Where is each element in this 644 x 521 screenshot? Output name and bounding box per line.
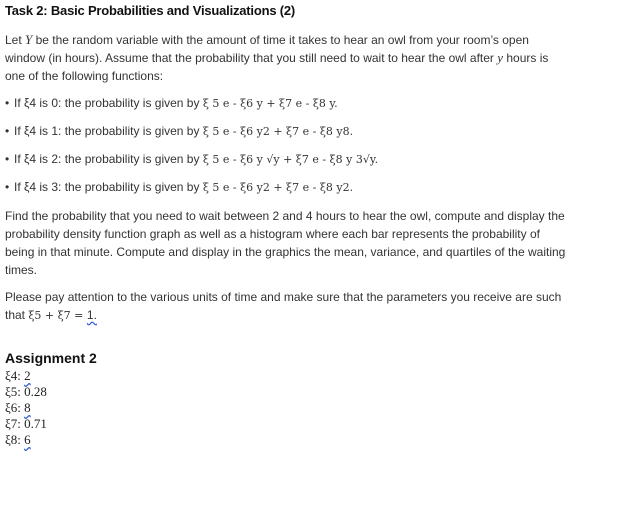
param-xi8 bbox=[5, 432, 31, 448]
intro-text-pre: Let bbox=[5, 33, 26, 47]
variable-y: y bbox=[497, 50, 504, 65]
bullet-case-3 bbox=[5, 179, 605, 196]
bullet-dot: • bbox=[5, 152, 10, 166]
constraint-formula: ξ5 + ξ7 = bbox=[28, 309, 87, 322]
param-label: ξ7: bbox=[5, 416, 25, 431]
bullet-condition: If ξ4 is 1: the probability is given by bbox=[14, 124, 203, 138]
bullet-formula: ξ 5 e - ξ6 y + ξ7 e - ξ8 y. bbox=[202, 97, 338, 110]
bullet-formula: ξ 5 e - ξ6 y √y + ξ7 e - ξ8 y 3√y. bbox=[202, 153, 379, 166]
intro-paragraph bbox=[5, 31, 571, 85]
param-label: ξ6: bbox=[5, 400, 25, 415]
bullet-condition: If ξ4 is 0: the probability is given by bbox=[14, 96, 203, 110]
bullet-formula: ξ 5 e - ξ6 y2 + ξ7 e - ξ8 y8. bbox=[202, 125, 354, 138]
param-value: 6 bbox=[24, 432, 31, 447]
intro-text-mid: be the random variable with the amount of time it takes to hear an owl from your room’s open window (in hours). Assume that the probability that you still need to wait to hear the owl after bbox=[5, 33, 529, 65]
param-value: 0.28 bbox=[24, 384, 47, 399]
bullet-formula: ξ 5 e - ξ6 y2 + ξ7 e - ξ8 y2. bbox=[202, 181, 354, 194]
constraint-value: 1. bbox=[86, 308, 97, 322]
bullet-dot: • bbox=[5, 180, 10, 194]
param-xi5 bbox=[5, 384, 47, 400]
param-label: ξ5: bbox=[5, 384, 25, 399]
param-value: 8 bbox=[24, 400, 31, 415]
param-label: ξ8: bbox=[5, 432, 25, 447]
param-value: 0.71 bbox=[24, 416, 47, 431]
bullet-case-2 bbox=[5, 151, 605, 168]
param-xi7 bbox=[5, 416, 47, 432]
variable-Y: Y bbox=[25, 32, 33, 47]
bullet-dot: • bbox=[5, 96, 10, 110]
task-paragraph: Find the probability that you need to wait between 2 and 4 hours to hear the owl, compute and display the probability density function graph as well as a histogram where each bar represents the probability of being in that minute. Compute and display in the graphics the mean, variance, and quartiles of the waiting times. bbox=[5, 209, 566, 277]
param-xi6 bbox=[5, 400, 31, 416]
param-value: 2 bbox=[24, 368, 31, 383]
bullet-case-1 bbox=[5, 123, 605, 140]
param-xi4 bbox=[5, 368, 31, 384]
bullet-condition: If ξ4 is 2: the probability is given by bbox=[14, 152, 203, 166]
assignment-heading: Assignment 2 bbox=[5, 350, 97, 366]
units-text: Please pay attention to the various units of time and make sure that the parameters you receive are such that bbox=[5, 290, 562, 322]
bullet-dot: • bbox=[5, 124, 10, 138]
units-paragraph bbox=[5, 288, 571, 325]
task-title: Task 2: Basic Probabilities and Visualizations (2) bbox=[5, 3, 296, 18]
bullet-case-0 bbox=[5, 95, 605, 112]
param-label: ξ4: bbox=[5, 368, 25, 383]
bullet-condition: If ξ4 is 3: the probability is given by bbox=[14, 180, 203, 194]
intro-text-post: hours is one of the following functions: bbox=[5, 51, 549, 83]
